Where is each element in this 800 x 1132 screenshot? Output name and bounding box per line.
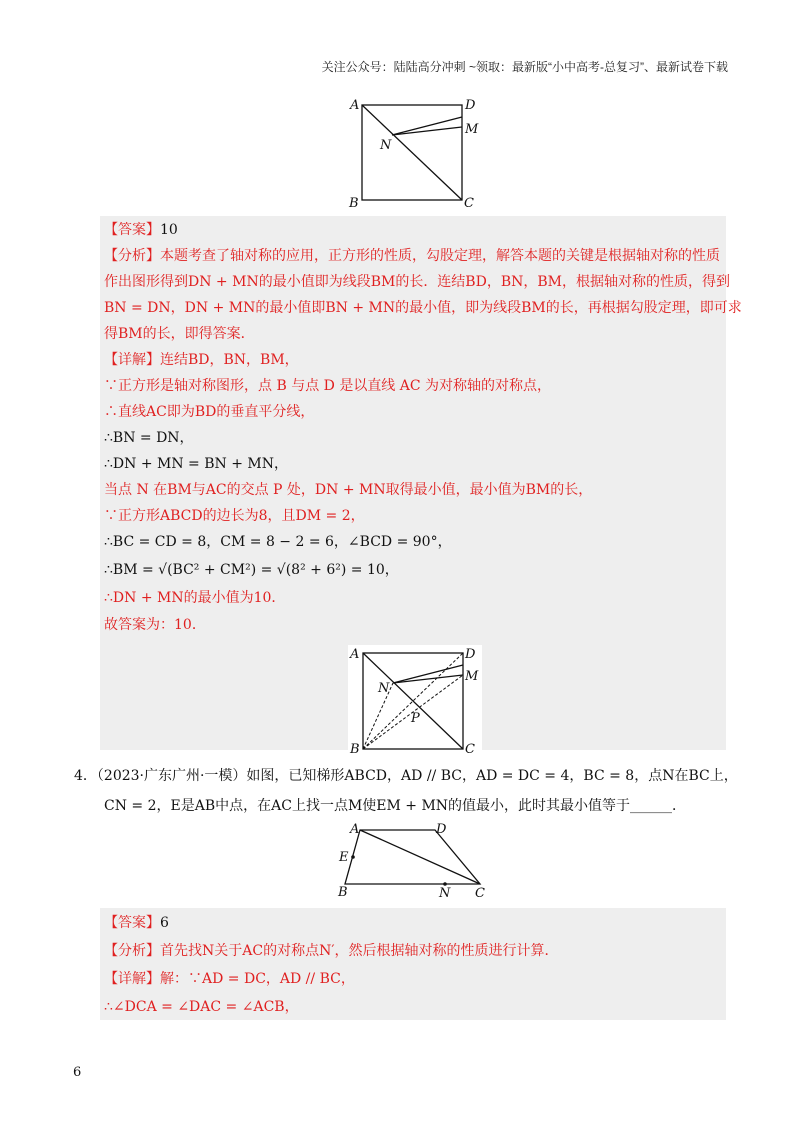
fig3-label-e: E: [339, 850, 349, 865]
q3-detail-11: 故答案为：10．: [104, 617, 206, 633]
q3-detail-3: ∴直线AC即为BD的垂直平分线，: [104, 404, 315, 420]
q3-detail-10: ∴DN + MN的最小值为10．: [104, 590, 286, 606]
label-n: N: [380, 138, 392, 153]
label-a: A: [350, 98, 360, 113]
fig2-label-c: C: [465, 742, 475, 757]
fig3-label-d: D: [436, 822, 447, 837]
page-header: 关注公众号：陆陆高分冲刺 ~领取：最新版“小中高考-总复习”、最新试卷下载: [321, 60, 728, 74]
q4-line-2: CN = 2，E是AB中点，在AC上找一点M使EM + MN的值最小，此时其最小值等于______．: [104, 798, 687, 814]
fig3-label-b: B: [338, 885, 348, 900]
fig2-label-a: A: [350, 647, 360, 662]
q3-detail-5: ∴DN + MN = BN + MN，: [104, 456, 288, 472]
fig2-label-n: N: [378, 681, 390, 696]
q3-detail-8: ∴BC = CD = 8，CM = 8 − 2 = 6，∠BCD = 90°，: [104, 534, 452, 550]
q4-answer: 【答案】6: [104, 915, 169, 931]
label-c: C: [464, 196, 474, 210]
q3-detail-9: ∴BM = √(BC² + CM²) = √(8² + 6²) = 10，: [104, 562, 399, 578]
q4-detail-2: ∴∠DCA = ∠DAC = ∠ACB，: [104, 999, 299, 1015]
q3-detail-4: ∴BN = DN，: [104, 430, 194, 446]
label-m: M: [465, 122, 479, 137]
label-b: B: [349, 196, 359, 210]
fig2-label-b: B: [350, 742, 360, 757]
fig2-label-p: P: [411, 711, 420, 726]
square-figure-2: [345, 645, 485, 757]
fig3-label-a: A: [350, 822, 360, 837]
fig2-label-m: M: [465, 669, 479, 684]
fig2-label-d: D: [465, 647, 476, 662]
fig3-label-n: N: [439, 886, 451, 900]
q4-analysis: 【分析】首先找N关于AC的对称点N′，然后根据轴对称的性质进行计算．: [104, 943, 559, 959]
q3-detail-1: 【详解】连结BD，BN，BM，: [104, 352, 299, 368]
q3-analysis-2: 作出图形得到DN + MN的最小值即为线段BM的长．连结BD，BN，BM，根据轴对称的性质，得到: [104, 274, 730, 290]
q3-analysis-4: 得BM的长，即得答案．: [104, 326, 255, 342]
page-number: 6: [73, 1065, 82, 1080]
q3-detail-2: ∵正方形是轴对称图形，点 B 与点 D 是以直线 AC 为对称轴的对称点，: [104, 378, 552, 394]
q4-detail-1: 【详解】解：∵AD = DC，AD // BC，: [104, 971, 355, 987]
q3-detail-7: ∵正方形ABCD的边长为8，且DM = 2，: [104, 508, 365, 524]
trapezoid-figure: [335, 818, 495, 900]
fig3-label-c: C: [475, 886, 485, 900]
q3-detail-6: 当点 N 在BM与AC的交点 P 处，DN + MN取得最小值，最小值为BM的长，: [104, 482, 593, 498]
q3-analysis-1: 【分析】本题考查了轴对称的应用，正方形的性质，勾股定理，解答本题的关键是根据轴对称的性质: [104, 248, 720, 264]
label-d: D: [465, 98, 476, 113]
q3-analysis-3: BN = DN，DN + MN的最小值即BN + MN的最小值，即为线段BM的长，再根据勾股定理，即可求: [104, 300, 742, 316]
q4-line-1: 4．（2023·广东广州·一模）如图，已知梯形ABCD，AD // BC，AD = DC = 4，BC = 8，点N在BC上，: [74, 768, 738, 784]
q3-answer: 【答案】10: [104, 222, 178, 238]
square-figure-1: [340, 95, 490, 210]
